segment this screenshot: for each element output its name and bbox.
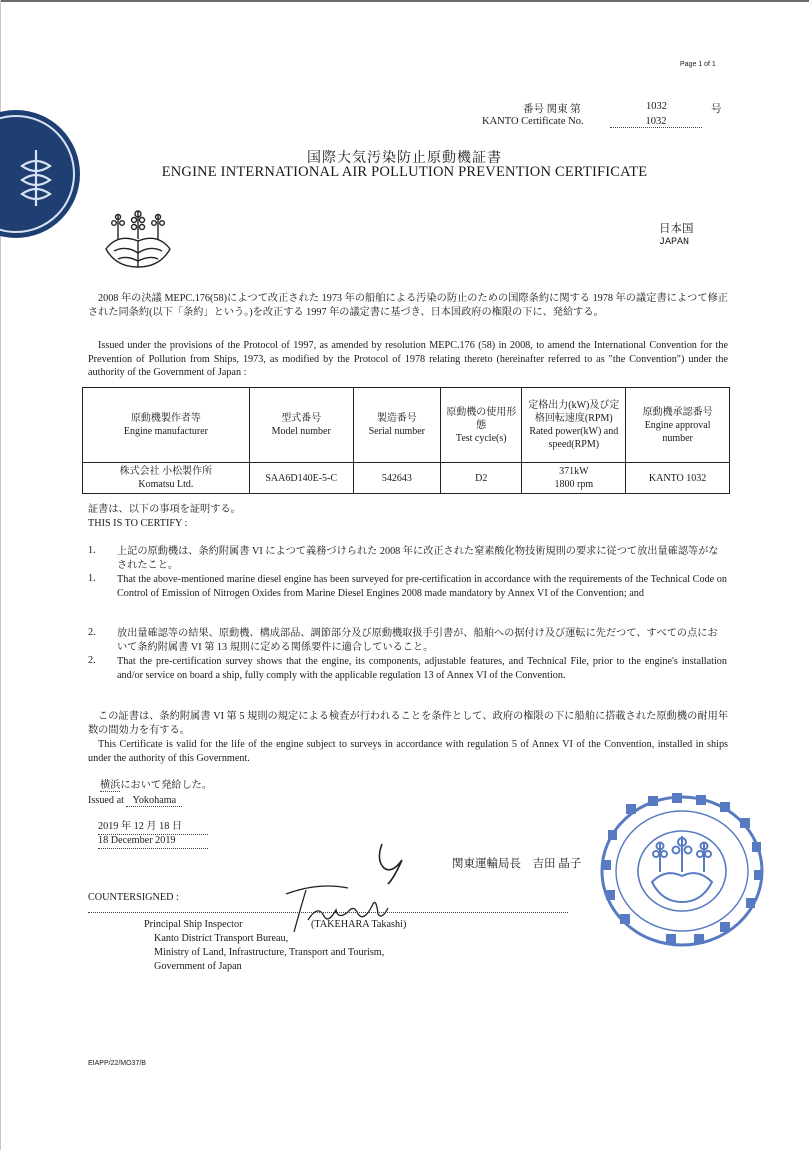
cell-power: 371kW 1800 rpm <box>522 463 626 494</box>
header-model: 型式番号 Model number <box>249 388 353 463</box>
header-manufacturer: 原動機製作者等 Engine manufacturer <box>83 388 250 463</box>
page-number: Page 1 of 1 <box>680 61 716 68</box>
paulownia-emblem <box>98 205 178 270</box>
country-block <box>659 222 694 250</box>
issued-place-jp: 横浜において発給した。 <box>100 780 213 791</box>
validity-text-jp: この証書は、条約附属書 VI 第 5 規則の規定による検査が行われることを条件として、政府の権限の下に船舶に搭載された原動機の耐用年数の間効力を有する。 <box>88 711 728 736</box>
header-serial: 製造番号 Serial number <box>353 388 440 463</box>
header-rated-power: 定格出力(kW)及び定格回転速度(RPM) Rated power(kW) and speed(RPM) <box>522 388 626 463</box>
inspector-bureau: Kanto District Transport Bureau, <box>154 933 289 944</box>
inspector-title: Principal Ship Inspector <box>144 919 243 930</box>
cell-cycle: D2 <box>441 463 522 494</box>
validity-text-en: This Certificate is valid for the life of the engine subject to surveys in accordance with regulation 5 of Annex VI of the Convention, installed in ships under the authority of this Government. <box>88 739 728 764</box>
item-1-text-jp: 上記の原動機は、条約附属書 VI によつて義務づけられた 2008 年に改正された窒素酸化物技術規則の要求に従つて放出量確認等がなされたこと。 <box>117 546 719 571</box>
inspector-signature <box>278 880 408 945</box>
item-2-number-jp: 2. <box>88 627 96 638</box>
cell-serial: 542643 <box>353 463 440 494</box>
country-name-en: JAPAN <box>659 237 690 248</box>
intro-text-jp: 2008 年の決議 MEPC.176(58)によつて改正された 1973 年の船舶による汚染の防止のための国際条約に関する 1978 年の議定書によつて修正された同条約(以下「条約」という。)を改正する 1997 年の議定書に基づき、日本国政府の権限の下に、発給する。 <box>88 293 728 318</box>
official-seal-right <box>596 790 768 957</box>
table-row <box>83 463 730 494</box>
certify-heading-jp: 証書は、以下の事項を証明する。 <box>88 504 241 515</box>
country-name-jp: 日本国 <box>659 223 694 235</box>
cell-manufacturer: 株式会社 小松製作所 Komatsu Ltd. <box>83 463 250 494</box>
inspector-name: (TAKEHARA Takashi) <box>311 919 407 930</box>
item-1-text-en: That the above-mentioned marine diesel engine has been surveyed for pre-certification in accordance with the requirements of the Technical Code on Control of Emission of Nitrogen Oxides from Marine Diesel Engines 2008 made mandatory by Annex VI of the Convention; and <box>117 574 727 599</box>
cell-model: SAA6D140E-5-C <box>249 463 353 494</box>
item-2-text-jp: 放出量確認等の結果、原動機、構成部品、調節部分及び原動機取扱手引書が、船舶への据付け及び運転に先だつて、すべての点において条約附属書 VI 第 13 規則に定める関係要件に適合していること。 <box>117 628 718 653</box>
form-code: EIAPP/22/MO37/B <box>88 1060 146 1067</box>
item-2-text-en: That the pre-certification survey shows that the engine, its components, adjustable features, and Technical File, prior to the engine's installation and/or service on board a ship, fully comply with the applicable regulation 13 of Annex VI of the Convention. <box>117 656 727 681</box>
issued-date-jp: 2019 年 12 月 18 日 <box>98 820 208 835</box>
item-1-number-en: 1. <box>88 573 96 584</box>
cert-number-label-en: KANTO Certificate No. <box>482 116 584 127</box>
issued-place-en: Issued at Yokohama <box>88 794 182 808</box>
engine-table <box>82 387 730 494</box>
table-header-row <box>83 388 730 463</box>
item-1-number-jp: 1. <box>88 545 96 556</box>
title-japanese: 国際大気汚染防止原動機証書 <box>307 151 502 166</box>
page-top-border <box>0 0 809 2</box>
countersigned-label: COUNTERSIGNED : <box>88 892 179 903</box>
title-english: ENGINE INTERNATIONAL AIR POLLUTION PREVENTION CERTIFICATE <box>161 164 648 180</box>
cert-number-label-jp: 番号 関東 第 <box>523 104 581 115</box>
issuer-name-jp: 関東運輸局長 吉田 晶子 <box>452 858 582 870</box>
header-approval: 原動機承認番号 Engine approval number <box>626 388 730 463</box>
cell-approval: KANTO 1032 <box>626 463 730 494</box>
inspector-government: Government of Japan <box>154 961 242 972</box>
issued-date-en: 18 December 2019 <box>98 834 208 849</box>
certify-heading-en: THIS IS TO CERTIFY : <box>88 518 188 529</box>
cert-number-value-jp: 1032 <box>646 101 667 112</box>
cert-number-value-en: 1032 <box>610 116 702 128</box>
item-2-number-en: 2. <box>88 655 96 666</box>
cert-number-suffix-jp: 号 <box>711 104 722 115</box>
header-test-cycle: 原動機の使用形態 Test cycle(s) <box>441 388 522 463</box>
intro-text-en: Issued under the provisions of the Protocol of 1997, as amended by resolution MEPC.176 (58) in 2008, to amend the International Convention for the Prevention of Pollution from Ships, 1973, as modified by the Protocol of 1978 relating thereto (hereinafter referred to as "the Convention") under the authority of the Government of Japan : <box>88 340 728 378</box>
inspector-ministry: Ministry of Land, Infrastructure, Transport and Tourism, <box>154 947 385 958</box>
